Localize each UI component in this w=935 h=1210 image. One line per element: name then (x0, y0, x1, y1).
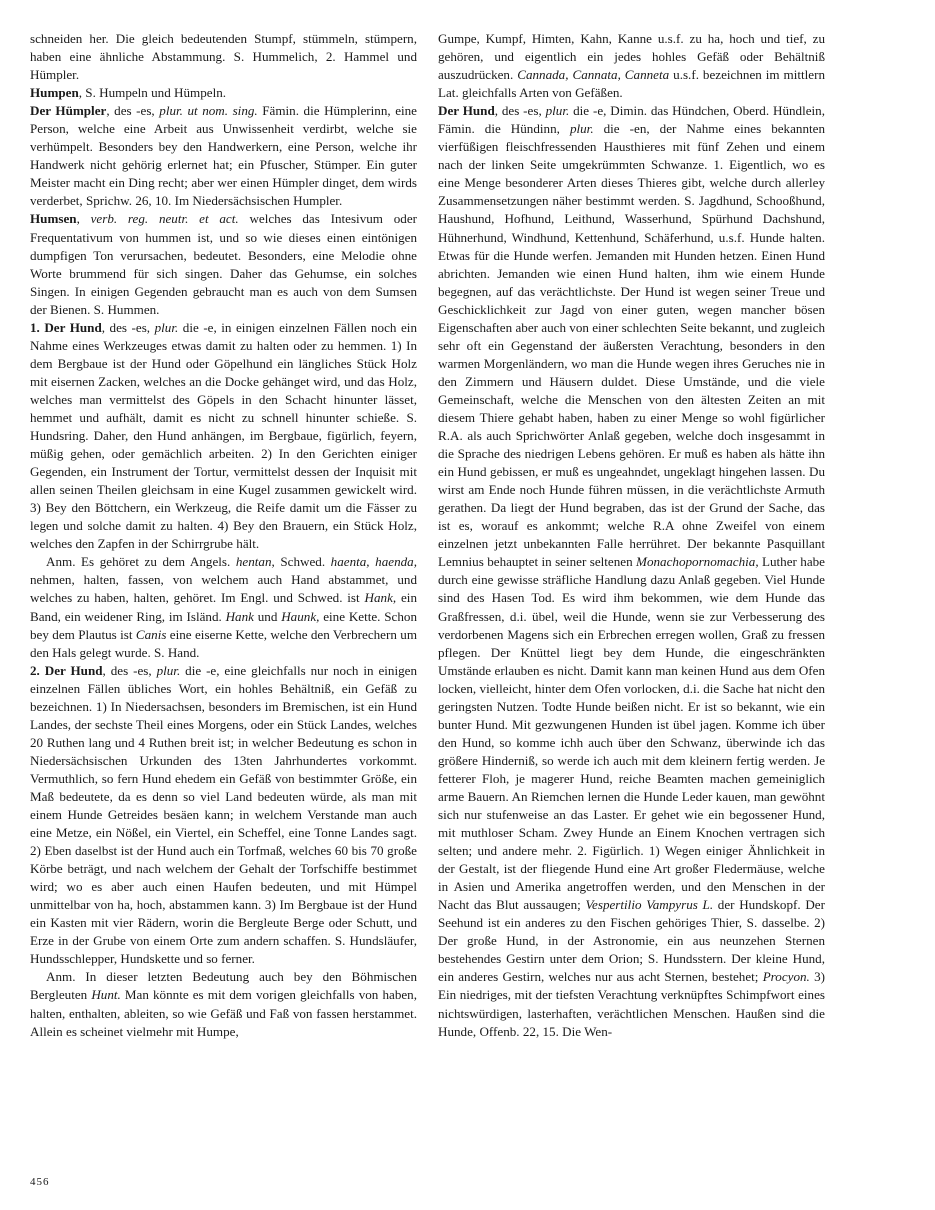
entry-humsen: Humsen, verb. reg. neutr. et act. welches das Intesivum oder Frequentativum von hummen ist, und so wie dieses einen eintönigen dumpfigen Ton verursachen, bedeutet. Besonders, eine Melodie ohne Worte brummend für sich singen. Daher das Gehumse, ein solches Singen. In einigen Gegenden gebraucht man es auch von dem Sumsen der Bienen. S. Hummen. (30, 211, 418, 317)
headword: Humsen (30, 211, 77, 227)
remark-continuation: Gumpe, Kumpf, Himten, Kahn, Kanne u.s.f. zu ha, hoch und tief, zu gehören, und eigentlich ein jedes hohles Gefäß oder Behältniß auszudrücken. Cannada, Cannata, Canneta u.s.f. bezeichnen im mittlern Lat. gleichfalls Arten von Gefäßen. (438, 31, 826, 101)
grammar-note: plur. (545, 103, 570, 119)
entry-humpen: Humpen, S. Humpeln und Hümpeln. (30, 85, 227, 101)
entry-hund-1: 1. Der Hund, des -es, plur. die -e, in einigen einzelnen Fällen noch ein Nahme eines Werkzeuges etwas damit zu halten oder zu hemmen. 1) In dem Bergbaue ist der Hund oder Göpelhund ein längliches Stück Holz mit eisernen Zacken, welches an die Docke gehänget wird, und das Holz, welches man vermittelst des Göpels in den Schacht hinunter lässet, hemmet und aufhält, damit es nicht zu schnell hinunter schieße. S. Hundsring. Daher, den Hund anhängen, im Bergbaue, figürlich, feyern, müßig gehen, oder gemächlich arbeiten. 2) In den Gerichten einiger Gegenden, ein Instrument der Tortur, vermittelst dessen der Inquisit mit allen seinen Theilen gleichsam in eine Kugel zusammen gewickelt wird. 3) Bey den Böttchern, ein Werkzeug, die Reife damit um die Fässer zu legen und solche damit zu halten. 4) Bey den Brauern, ein Stück Holz, welches den Zapfen in der Schirrgrube hält. (30, 319, 417, 552)
entry-continuation: schneiden her. Die gleich bedeutenden Stumpf, stümmeln, stümpern, haben eine ähnliche Abstammung. S. Hummelich, 2. Hammel und Hümpler. (30, 31, 417, 83)
grammar-note: plur. ut nom. sing. (159, 103, 258, 119)
headword: Der Hümpler (30, 103, 107, 119)
remark-hund-2: Anm. In dieser letzten Bedeutung auch bey den Böhmischen Bergleuten Hunt. Man könnte es mit dem vorigen gleichfalls von haben, halten, enthalten, ableiten, so wie Gefäß und Faß von fassen herstammet. Allein es scheinet vielmehr mit Humpe, (30, 969, 417, 1039)
entry-hund-2: 2. Der Hund, des -es, plur. die -e, eine gleichfalls nur noch in einigen einzelnen Fällen übliches Wort, ein hohles Behältniß, ein Gefäß zu bezeichnen. 1) In Niedersachsen, besonders im Bremischen, ist ein Hund Landes, der sechste Theil eines Morgens, oder ein Stück Landes, welches 20 Ruthen lang und 4 Ruthen breit ist; in welcher Bedeutung es schon in Niedersächsischen Urkunden des 13ten Jahrhundertes vorkommt. Vermuthlich, so fern Hund ehedem ein Gefäß von bestimmter Größe, ein Maß bedeutete, da es denn so viel Land bedeuten würde, als man mit einem Hunde Getreides besäen kann; in welchem Verstande man auch eine Metze, ein Nößel, ein Viertel, ein Scheffel, eine Tonne Landes sagt. 2) Eben daselbst ist der Hund auch ein Torfmaß, welches 60 bis 70 große Körbe beträgt, und nach welchem der Gehalt der Torfschiffe bestimmet wird; wo es aber auch einen Haufen bedeuten, und mit Hümpel unmittelbar von ha, hoch, abstammen kann. 3) Im Bergbaue ist der Hund ein Kasten mit vier Rädern, worin die Bergleute Berge oder Schutt, und Erze in der Grube von einem Orte zum andern schaffen. S. Hundsläufer, Hundsschlepper, Hundskette und so ferner. (30, 662, 418, 967)
grammar-note: plur. (154, 319, 179, 335)
headword: Der Hund (438, 103, 495, 119)
grammar-note: plur. (569, 121, 594, 137)
headword: 1. Der Hund (30, 319, 102, 335)
right-column (438, 30, 825, 1041)
remark-hund-1: Anm. Es gehöret zu dem Angels. hentan, Schwed. haenta, haenda, nehmen, halten, fassen, von welchem auch Hand abstammet, und welches zu haben, halten, gehöret. Im Engl. und Schwed. ist Hank, ein Band, ein weidener Ring, im Isländ. Hank und Haunk, eine Kette. Schon bey dem Plautus ist Canis eine eiserne Kette, welche den Verbrechern um den Hals gelegt wurde. S. Hand. (30, 554, 417, 660)
grammar-note: verb. reg. neutr. et act. (90, 211, 239, 227)
headword: Humpen (30, 85, 79, 101)
entry-hund-3: Der Hund, des -es, plur. die -e, Dimin. das Hündchen, Oberd. Hündlein, Fämin. die Hündinn, plur. die -en, der Nahme eines bekannten vierfüßigen fleischfressenden Hausthieres mit fünf Zehen und einem nach der linken Seite umgekrümmten Schwanze. 1. Eigentlich, wo es eine Menge besonderer Arten dieses Thieres gibt, welche durch allerley Zusammensetzungen näher bestimmt werden. S. Jagdhund, Schooßhund, Haushund, Hofhund, Leithund, Wasserhund, Spürhund Dachshund, Hühnerhund, Windhund, Kettenhund, Schäferhund, u.s.f. Hunde halten. Etwas für die Hunde werfen. Jemanden mit Hunden hetzen. Einen Hund abrichten. Jemanden wie einen Hund halten, ihm wie einem Hunde begegnen, auf das verächtlichste. Der Hund ist wegen seiner Treue und Geschicklichkeit zur Jagd von einer guten, wegen mancher bösen Eigenschaften aber auch von einer schlechten Seite bekannt, und zugleich sehr oft ein Gegenstand der äußersten Verachtung, besonders in den warmen Morgenländern, wo man die Hunde wegen ihres Geruches nie in den Zimmern und Häusern duldet. Diese Umstände, und die viele Gemeinschaft, welche die Menschen von den ältesten Zeiten an mit diesem Thiere gehabt haben, haben zu einer Menge so wohl figürlicher R.A. als auch Sprichwörter Anlaß gegeben, welche doch insgesammt in die Sprache des niedrigen Lebens gehören. Er muß es haben als hätte ihn ein Hund gebissen, er muß es ungeahndet, ungeklagt hingehen lassen. Du wirst am Ende noch Hunde führen müssen, in die verächtlichste Armuth gerathen. Da liegt der Hund begraben, das ist der Grund der Sache, das ist es, worauf es ankommt; welche R.A ohne Zweifel von einem einzelnen jetzt unbekannten Falle herrühret. Der bekannte Pasquillant Lemnius behauptet in seiner seltenen Monachopornomachia, Luther habe durch eine gewisse sträfliche Handlung dazu Anlaß gegeben. Viel Hunde sind des Hasen Tod. Es wird ihm bekommen, wie dem Hunde das Graßfressen, d.i. übel, weil die Hunde, wenn sie zur Verbesserung des verdorbenen Magens sich ein Erbrechen erregen wollen, Graß zu fressen pflegen. Der Knüttel liegt bey dem Hunde, die eingeschränkten Umstände erlauben es nicht. Damit kann man keinen Hund aus dem Ofen locken, vielleicht, hinter dem Ofen vorlocken, d.i. die Sache hat nicht den geringsten Nutzen. Todte Hunde beißen nicht. Er ist so bekannt, wie ein bunter Hund. Mit gezwungenen Hunden ist übel jagen. Komme ich über den Hund, so komme ichh auch über den Schwanz, überwinde ich das größere Hinderniß, so werde ich auch mit dem kleinern fertig werden. Je fetterer Floh, je magerer Hund, reiche Beamten machen gemeiniglich arme Bauern. An Riemchen lernen die Hunde Leder kauen, man gewöhnt sich nur stufenweise an das Laster. Er gehet wie ein begossener Hund, mit muthloser Scham. Zwey Hunde an Einem Knochen vertragen sich selten; und andere mehr. 2. Figürlich. 1) Wegen einiger Ähnlichkeit in der Gestalt, ist der fliegende Hund eine Art großer Fledermäuse, welche in Asien und Amerika angetroffen werden, und den Menschen in der Nacht das Blut aussaugen; Vespertilio Vampyrus L. der Hundskopf. Der Seehund ist ein anderes zu den Fischen gehöriges Thier, S. dasselbe. 2) Der große Hund, in der Astronomie, ein aus neunzehen Sternen bestehendes Gestirn unter dem Orion; S. Hundsstern. Der kleine Hund, ein anderes Gestirn, welches nur aus acht Sternen, bestehet; Procyon. 3) Ein niedriges, mit der tiefsten Verachtung verknüpftes Schimpfwort eines nichtswürdigen, lasterhaften, verächtlichen Menschen. Haußen sind die Hunde, Offenb. 22, 15. Die Wen- (438, 103, 826, 1039)
headword: 2. Der Hund (30, 662, 103, 678)
page-number: 456 (30, 1176, 50, 1188)
grammar-note: plur. (156, 662, 181, 678)
entry-huempler: Der Hümpler, des -es, plur. ut nom. sing. Fämin. die Hümplerinn, eine Person, welche eine Arbeit aus Unwissenheit verdirbt, welche sie verhümpelt. Besonders bey den Handwerkern, eine Person, welche ihr Handwerk nicht gehörig erlernet hat; ein Pfuscher, Stümper. Ein guter Meister macht ein Ding recht; aber wer einen Hümpler dinget, dem wirds verderbet, Sprichw. 26, 10. Im Niedersächsischen Humpler. (30, 103, 417, 209)
left-column (30, 30, 417, 1041)
